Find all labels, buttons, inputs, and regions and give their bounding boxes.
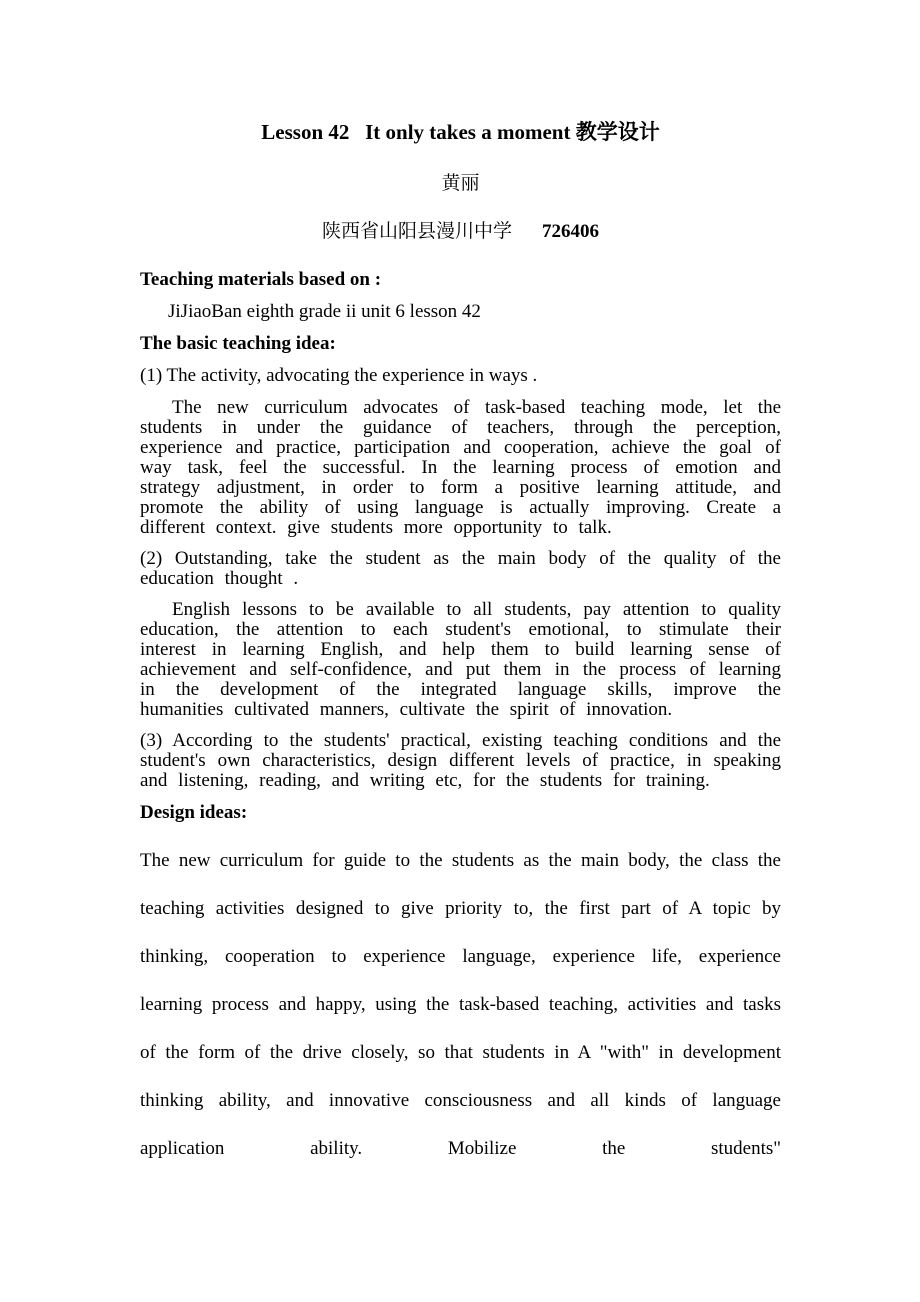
para-idea-point-1: (1) The activity, advocating the experience in ways . — [140, 365, 538, 386]
heading-teaching-materials: Teaching materials based on : — [140, 269, 382, 290]
para-idea-detail-2: English lessons to be available to all students, pay attention to quality education, the attention to each student's emotional, to stimulate their interest in learning English, and help them to build learning sense of achievement and self-confidence, and put them in the process of learning in the development of the integrated language skills, improve the humanities cultivated manners, cultivate the spirit of innovation. — [140, 599, 781, 720]
para-idea-point-2: (2) Outstanding, take the student as the main body of the quality of the education thought . — [140, 548, 781, 589]
affiliation — [140, 220, 781, 244]
para-design-ideas: The new curriculum for guide to the students as the main body, the class the teaching activities designed to give priority to, the first part of A topic by thinking, cooperation to experience language, experience life, experience learning process and happy, using the task-based teaching, activities and tasks of the form of the drive closely, so that students in A "with" in development thinking ability, and innovative consciousness and all kinds of language application ability. Mobilize the students" — [140, 850, 781, 1159]
para-idea-detail-1: The new curriculum advocates of task-based teaching mode, let the students in under the guidance of teachers, through the perception, experience and practice, participation and cooperation, achieve the goal of way task, feel the successful. In the learning process of emotion and strategy adjustment, in order to form a positive learning attitude, and promote the ability of using language is actually improving. Create a different context. give students more opportunity to talk. — [140, 397, 781, 538]
para-idea-point-3: (3) According to the students' practical, existing teaching conditions and the student's own characteristics, design different levels of practice, in speaking and listening, reading, and writing etc, for the students for training. — [140, 730, 781, 791]
heading-basic-teaching-idea: The basic teaching idea: — [140, 333, 336, 354]
page-title: Lesson 42 It only takes a moment 教学设计 — [261, 120, 660, 144]
school-name: 陕西省山阳县漫川中学 — [321, 221, 512, 242]
postal-code: 726406 — [542, 221, 599, 242]
heading-design-ideas: Design ideas: — [140, 802, 248, 823]
text-materials-source: JiJiaoBan eighth grade ii unit 6 lesson 42 — [168, 301, 481, 322]
author-name: 黄丽 — [441, 173, 480, 194]
